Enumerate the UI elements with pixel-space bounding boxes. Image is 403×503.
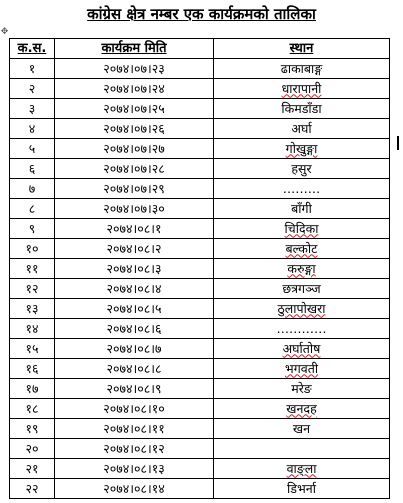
place-cell[interactable]	[214, 359, 390, 379]
date-cell-text: २०७४।०८।१३	[103, 460, 165, 476]
date-cell[interactable]	[55, 459, 214, 479]
serial-cell-text: ११	[25, 260, 39, 276]
serial-cell[interactable]	[10, 399, 55, 419]
serial-cell-text: १२	[25, 280, 39, 296]
date-cell[interactable]	[55, 379, 214, 399]
table-row	[10, 259, 390, 279]
place-cell-text: छत्रगञ्ज	[282, 280, 321, 296]
serial-cell-text: २०	[25, 440, 39, 456]
date-cell[interactable]	[55, 419, 214, 439]
place-cell[interactable]	[214, 199, 390, 219]
table-row	[10, 279, 390, 299]
date-cell-text: २०७४।०८।१४	[103, 480, 165, 496]
place-cell[interactable]	[214, 159, 390, 179]
header-row	[10, 39, 390, 59]
date-cell[interactable]	[55, 139, 214, 159]
date-cell-text: २०७४।०८।१	[106, 220, 162, 236]
table-row	[10, 439, 390, 459]
place-cell[interactable]	[214, 59, 390, 79]
date-cell[interactable]	[55, 239, 214, 259]
place-cell[interactable]	[214, 139, 390, 159]
table-row	[10, 59, 390, 79]
table-row	[10, 199, 390, 219]
serial-cell-text: ४	[28, 120, 36, 136]
place-cell-text: भगवती	[284, 360, 319, 376]
date-cell[interactable]	[55, 259, 214, 279]
serial-cell-text: ६	[28, 160, 36, 176]
table-move-handle-icon[interactable]: ✥	[0, 27, 9, 37]
serial-cell[interactable]	[10, 339, 55, 359]
serial-cell[interactable]	[10, 419, 55, 439]
date-cell[interactable]	[55, 319, 214, 339]
date-cell[interactable]	[55, 279, 214, 299]
serial-cell[interactable]	[10, 179, 55, 199]
date-cell-text: २०७४।०७।२७	[103, 140, 165, 156]
date-cell[interactable]	[55, 439, 214, 459]
header-place[interactable]: स्थान	[214, 39, 390, 59]
serial-cell[interactable]	[10, 219, 55, 239]
date-cell-text: २०७४।०८।९	[106, 380, 162, 396]
table-row	[10, 479, 390, 499]
place-cell-text: चिदिका	[284, 220, 319, 236]
serial-cell[interactable]	[10, 359, 55, 379]
date-cell[interactable]	[55, 479, 214, 499]
place-cell[interactable]	[214, 319, 390, 339]
table-row	[10, 459, 390, 479]
place-cell[interactable]	[214, 119, 390, 139]
text-cursor	[397, 136, 399, 150]
table-row	[10, 179, 390, 199]
place-cell[interactable]	[214, 219, 390, 239]
place-cell[interactable]	[214, 419, 390, 439]
place-cell-text: ढाकाबाङ्ग	[280, 60, 323, 76]
serial-cell[interactable]	[10, 79, 55, 99]
place-cell-text: वाङ्ला	[286, 460, 317, 476]
date-cell[interactable]	[55, 199, 214, 219]
place-cell[interactable]	[214, 479, 390, 499]
date-cell-text: २०७४।०८।६	[106, 320, 162, 336]
table-row	[10, 399, 390, 419]
date-cell-text: २०७४।०८।२	[106, 240, 162, 256]
place-cell-text: ठुलापोखरा	[277, 300, 326, 316]
table-body	[10, 59, 390, 499]
serial-cell-text: १३	[25, 300, 39, 316]
date-cell[interactable]	[55, 339, 214, 359]
place-cell-text: अर्घातोष	[282, 340, 321, 356]
serial-cell[interactable]	[10, 279, 55, 299]
serial-cell-text: ९	[28, 220, 36, 236]
table-row	[10, 119, 390, 139]
place-cell-text: अर्घा	[291, 120, 312, 136]
date-cell-text: २०७४।०८।७	[106, 340, 162, 356]
place-cell-text: बल्कोट	[285, 240, 318, 256]
date-cell[interactable]	[55, 59, 214, 79]
table-row	[10, 99, 390, 119]
table-row	[10, 79, 390, 99]
table-row	[10, 159, 390, 179]
place-cell-text: करुङ्गा	[287, 260, 316, 276]
place-cell[interactable]	[214, 379, 390, 399]
serial-cell-text: ७	[28, 180, 36, 196]
date-cell-text: २०७४।०८।३	[106, 260, 162, 276]
serial-cell[interactable]	[10, 159, 55, 179]
serial-cell[interactable]	[10, 319, 55, 339]
date-cell-text: २०७४।०७।३०	[103, 200, 165, 216]
date-cell[interactable]	[55, 359, 214, 379]
place-cell[interactable]	[214, 259, 390, 279]
table-row	[10, 359, 390, 379]
header-date[interactable]: कार्यक्रम मिति	[55, 39, 214, 59]
date-cell-text: २०७४।०७।२४	[103, 80, 165, 96]
serial-cell-text: २१	[25, 460, 39, 476]
serial-cell-text: १४	[25, 320, 39, 336]
date-cell-text: २०७४।०७।२३	[103, 60, 165, 76]
serial-cell-text: १८	[25, 400, 39, 416]
place-cell-text: बाँगी	[291, 200, 312, 216]
header-serial[interactable]: क.स.	[10, 39, 55, 59]
date-cell-text: २०७४।०८।१०	[103, 400, 165, 416]
date-cell-text: २०७४।०८।५	[106, 300, 162, 316]
date-cell-text: २०७४।०७।२५	[103, 100, 165, 116]
serial-cell[interactable]	[10, 299, 55, 319]
date-cell[interactable]	[55, 99, 214, 119]
place-cell-text: धारापानी	[281, 80, 322, 96]
serial-cell-text: ३	[28, 100, 36, 116]
table-row	[10, 299, 390, 319]
serial-cell[interactable]	[10, 99, 55, 119]
date-cell[interactable]	[55, 159, 214, 179]
place-cell-text: खनदह	[286, 400, 317, 416]
place-cell[interactable]	[214, 79, 390, 99]
place-cell[interactable]	[214, 179, 390, 199]
date-cell[interactable]	[55, 79, 214, 99]
place-cell[interactable]	[214, 99, 390, 119]
serial-cell[interactable]	[10, 59, 55, 79]
place-cell-text: खन	[292, 420, 311, 436]
place-cell[interactable]	[214, 439, 390, 459]
date-cell[interactable]	[55, 219, 214, 239]
table-row	[10, 319, 390, 339]
place-cell-text: डिभर्ना	[287, 480, 316, 496]
table-row	[10, 339, 390, 359]
serial-cell[interactable]	[10, 239, 55, 259]
place-cell-text: गोखुङ्गा	[285, 140, 318, 156]
serial-cell-text: २२	[25, 480, 39, 496]
table-row	[10, 239, 390, 259]
place-cell[interactable]	[214, 239, 390, 259]
page-title: कांग्रेस क्षेत्र नम्बर एक कार्यक्रमको तालिका	[87, 5, 316, 23]
serial-cell-text: १	[28, 60, 36, 76]
date-cell[interactable]	[55, 119, 214, 139]
table-row	[10, 219, 390, 239]
serial-cell[interactable]	[10, 439, 55, 459]
date-cell-text: २०७४।०८।११	[103, 420, 165, 436]
place-cell-text: हसुर	[291, 160, 312, 176]
date-cell-text: २०७४।०७।२९	[103, 180, 165, 196]
place-cell[interactable]	[214, 279, 390, 299]
place-cell-text: मरेङ	[291, 380, 312, 396]
table-row	[10, 379, 390, 399]
date-cell-text: २०७४।०७।२६	[103, 120, 165, 136]
serial-cell-text: ५	[28, 140, 36, 156]
serial-cell[interactable]	[10, 379, 55, 399]
place-cell-text: किमडाँडा	[281, 100, 322, 116]
serial-cell-text: १५	[25, 340, 39, 356]
place-cell-text: ………	[282, 180, 321, 196]
serial-cell[interactable]	[10, 259, 55, 279]
serial-cell[interactable]	[10, 139, 55, 159]
date-cell-text: २०७४।०८।८	[106, 360, 162, 376]
serial-cell[interactable]	[10, 459, 55, 479]
serial-cell-text: १९	[25, 420, 39, 436]
place-cell[interactable]	[214, 459, 390, 479]
date-cell-text: २०७४।०८।१२	[103, 440, 165, 456]
serial-cell[interactable]	[10, 119, 55, 139]
date-cell[interactable]	[55, 299, 214, 319]
place-cell[interactable]	[214, 399, 390, 419]
serial-cell-text: २	[28, 80, 36, 96]
table-row	[10, 419, 390, 439]
serial-cell-text: ८	[28, 200, 36, 216]
place-cell[interactable]	[214, 299, 390, 319]
date-cell[interactable]	[55, 399, 214, 419]
table-row	[10, 139, 390, 159]
serial-cell[interactable]	[10, 199, 55, 219]
serial-cell-text: १७	[25, 380, 39, 396]
date-cell-text: २०७४।०८।४	[106, 280, 162, 296]
date-cell-text: २०७४।०७।२८	[103, 160, 165, 176]
program-schedule-table	[9, 38, 390, 499]
place-cell-text: …………	[276, 320, 327, 336]
serial-cell-text: १६	[25, 360, 39, 376]
place-cell[interactable]	[214, 339, 390, 359]
serial-cell[interactable]	[10, 479, 55, 499]
date-cell[interactable]	[55, 179, 214, 199]
serial-cell-text: १०	[25, 240, 39, 256]
